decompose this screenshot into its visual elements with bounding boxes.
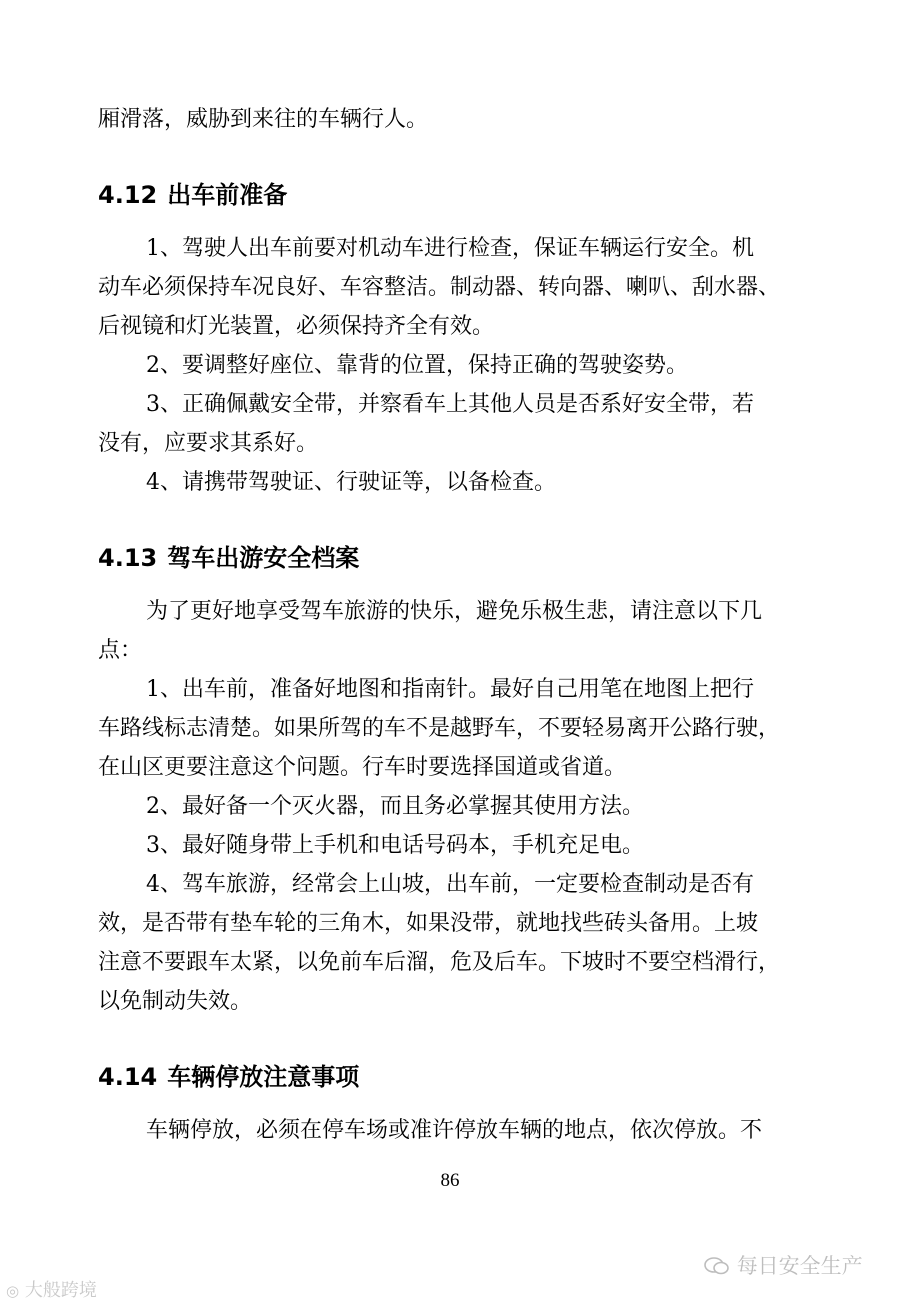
paragraph-line: 1、驾驶人出车前要对机动车进行检查，保证车辆运行安全。机	[146, 236, 754, 261]
paragraph-line: 动车必须保持车况良好、车容整洁。制动器、转向器、喇叭、刮水器、	[98, 275, 781, 300]
watermark-left	[6, 1276, 97, 1302]
section-heading-4-14	[98, 1057, 359, 1092]
paragraph-line: 3、最好随身带上手机和电话号码本，手机充足电。	[146, 833, 644, 858]
paragraph-line: 注意不要跟车太紧，以免前车后溜，危及后车。下坡时不要空档滑行，	[98, 950, 781, 975]
section-title: 驾车出游安全档案	[167, 544, 360, 572]
paragraph-line: 车辆停放，必须在停车场或准许停放车辆的地点，依次停放。不	[146, 1118, 763, 1143]
section-number: 4.14	[98, 1063, 158, 1091]
paragraph-line: 1、出车前，准备好地图和指南针。最好自己用笔在地图上把行	[146, 677, 754, 702]
paragraph-line: 2、要调整好座位、靠背的位置，保持正确的驾驶姿势。	[146, 353, 688, 378]
watermark-right	[704, 1250, 863, 1280]
paragraph-line: 点：	[98, 638, 143, 663]
logo-icon: ◎	[6, 1282, 20, 1300]
section-title: 出车前准备	[167, 181, 288, 209]
paragraph-line: 为了更好地享受驾车旅游的快乐，避免乐极生悲，请注意以下几	[146, 599, 763, 624]
paragraph-line: 车路线标志清楚。如果所驾的车不是越野车，不要轻易离开公路行驶，	[98, 716, 781, 741]
section-heading-4-12	[98, 175, 287, 210]
paragraph-line: 厢滑落，威胁到来往的车辆行人。	[98, 107, 429, 132]
paragraph-line: 效，是否带有垫车轮的三角木，如果没带，就地找些砖头备用。上坡	[98, 911, 759, 936]
paragraph-line: 2、最好备一个灭火器，而且务必掌握其使用方法。	[146, 794, 644, 819]
watermark-left-text: 大般跨境	[24, 1280, 97, 1301]
paragraph-line: 以免制动失效。	[98, 989, 253, 1014]
paragraph-line: 没有，应要求其系好。	[98, 431, 319, 456]
section-heading-4-13	[98, 538, 359, 573]
watermark-right-text: 每日安全生产	[736, 1254, 863, 1278]
paragraph-line: 后视镜和灯光装置，必须保持齐全有效。	[98, 314, 495, 339]
section-number: 4.13	[98, 544, 158, 572]
page-number: 86	[440, 1170, 460, 1191]
wechat-icon	[704, 1256, 730, 1276]
paragraph-line: 在山区更要注意这个问题。行车时要选择国道或省道。	[98, 755, 627, 780]
section-title: 车辆停放注意事项	[167, 1063, 360, 1091]
paragraph-line: 4、驾车旅游，经常会上山坡，出车前，一定要检查制动是否有	[146, 872, 754, 897]
paragraph-line: 3、正确佩戴安全带，并察看车上其他人员是否系好安全带，若	[146, 392, 754, 417]
section-number: 4.12	[98, 181, 158, 209]
paragraph-line: 4、请携带驾驶证、行驶证等，以备检查。	[146, 470, 556, 495]
